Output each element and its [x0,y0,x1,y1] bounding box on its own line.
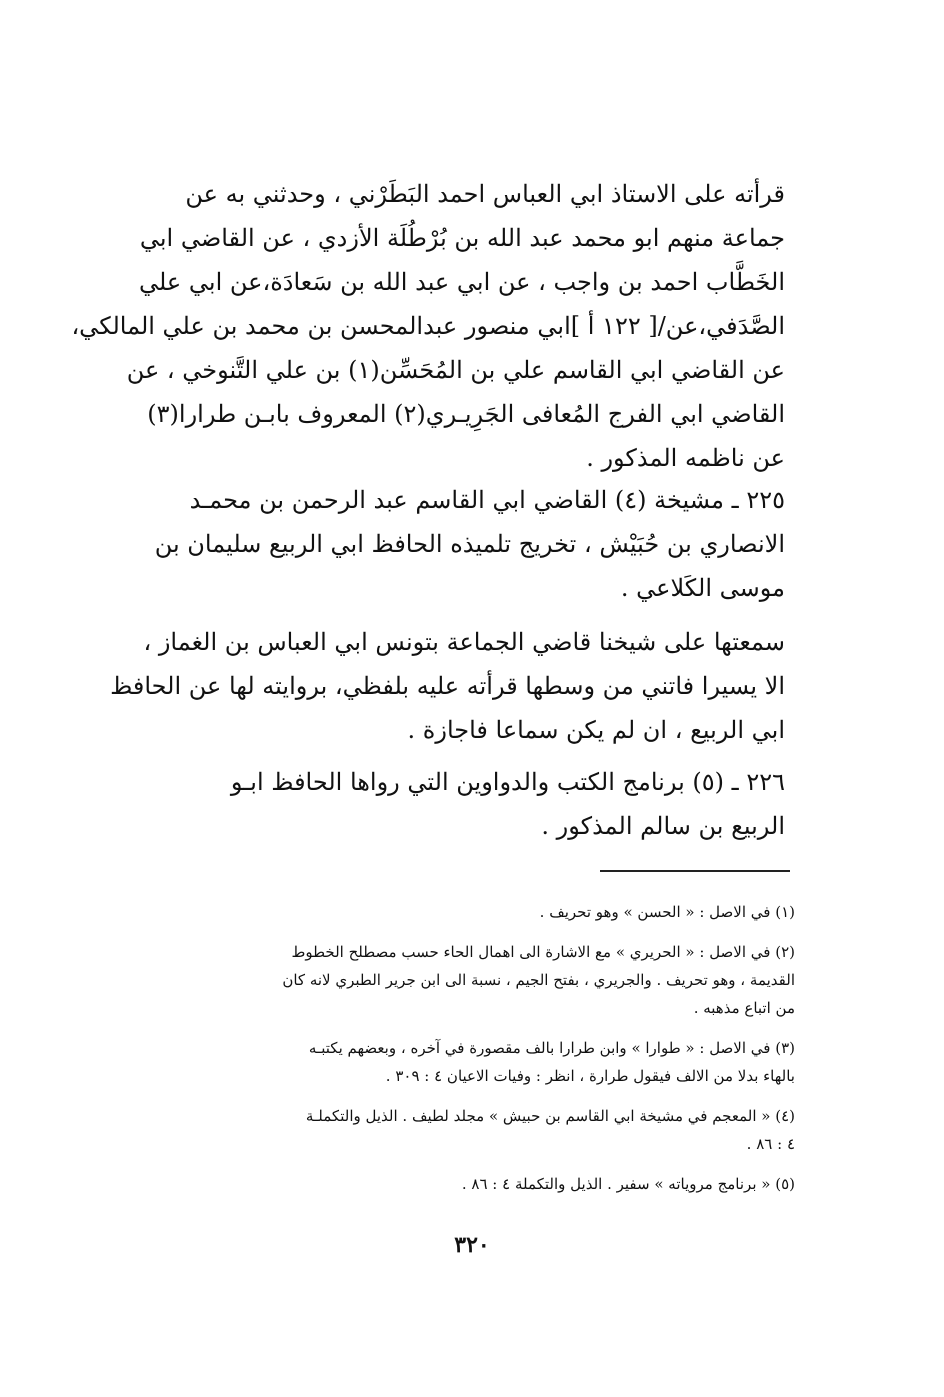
footnote-4 [115,1102,795,1158]
paragraph-entry-226 [130,760,785,848]
paragraph-sama [110,620,785,752]
footnote-line: من اتباع مذهبه . [693,999,795,1017]
text-line: الربيع بن سالم المذكور . [541,812,785,840]
footnote-line: القديمة ، وهو تحريف . والجريري ، بفتح الجيم ، نسبة الى ابن جرير الطبري لانه كان [282,971,795,989]
footnote-line: (١) في الاصل : « الحسن » وهو تحريف . [539,903,795,921]
text-line: الصَّدَفي،عن/[ ١٢٢ أ ]ابي منصور عبدالمحسن بن محمد بن علي المالكي، [71,312,785,340]
text-line: ٢٢٥ ـ مشيخة (٤) القاضي ابي القاسم عبد الرحمن بن محمـد [189,486,785,514]
text-line: موسى الكَلاعي . [620,574,785,602]
text-line: جماعة منهم ابو محمد عبد الله بن بُرْطُلَة الأزدي ، عن القاضي ابي [139,224,785,252]
paragraph-entry-225 [130,478,785,610]
footnotes [115,898,795,1210]
footnote-2 [115,938,795,1022]
footnote-line: (٣) في الاصل : « طوارا » وابن طرارا بالف مقصورة في آخره ، وبعضهم يكتبـه [308,1039,795,1057]
footnote-3 [115,1034,795,1090]
text-line: عن ناظمه المذكور . [586,444,785,472]
footnote-line: (٢) في الاصل : « الحريري » مع الاشارة الى اهمال الحاء حسب مصطلح الخطوط [291,943,795,961]
text-line: الخَطَّاب احمد بن واجب ، عن ابي عبد الله بن سَعادَة،عن ابي علي [138,268,785,296]
text-line: قرأته على الاستاذ ابي العباس احمد البَطَرْني ، وحدثني به عن [185,180,785,208]
text-line: القاضي ابي الفرج المُعافى الجَرِيـري(٢) المعروف بابـن طرارا(٣) [147,400,785,428]
footnote-separator [600,870,790,872]
text-line: الانصاري بن حُبَيْش ، تخريج تلميذه الحافظ ابي الربيع سليمان بن [154,530,785,558]
footnote-1 [115,898,795,926]
footnote-line: (٥) « برنامج مروياته » سفير . الذيل والتكملة ٤ : ٨٦ . [461,1175,795,1193]
footnote-line: (٤) « المعجم في مشيخة ابي القاسم بن حبيش » مجلد لطيف . الذيل والتكملـة [305,1107,795,1125]
footnote-line: ٤ : ٨٦ . [746,1135,795,1153]
footnote-line: بالهاء بدلا من الالف فيقول طرارة ، انظر : وفيات الاعيان ٤ : ٣٠٩ . [385,1067,795,1085]
page-number: ٣٢٠ [454,1232,490,1258]
text-line: ٢٢٦ ـ (٥) برنامج الكتب والدواوين التي رواها الحافظ ابـو [230,768,785,796]
text-line: ابي الربيع ، ان لم يكن سماعا فاجازة . [407,716,785,744]
text-line: الا يسيرا فاتني من وسطها قرأته عليه بلفظي، بروايته لها عن الحافظ [110,672,785,700]
footnote-5 [115,1170,795,1198]
paragraph-isnad [71,172,785,480]
text-line: سمعتها على شيخنا قاضي الجماعة بتونس ابي العباس بن الغماز ، [143,628,785,656]
text-line: عن القاضي ابي القاسم علي بن المُحَسِّن(١) بن علي التَّنوخي ، عن [126,356,785,384]
